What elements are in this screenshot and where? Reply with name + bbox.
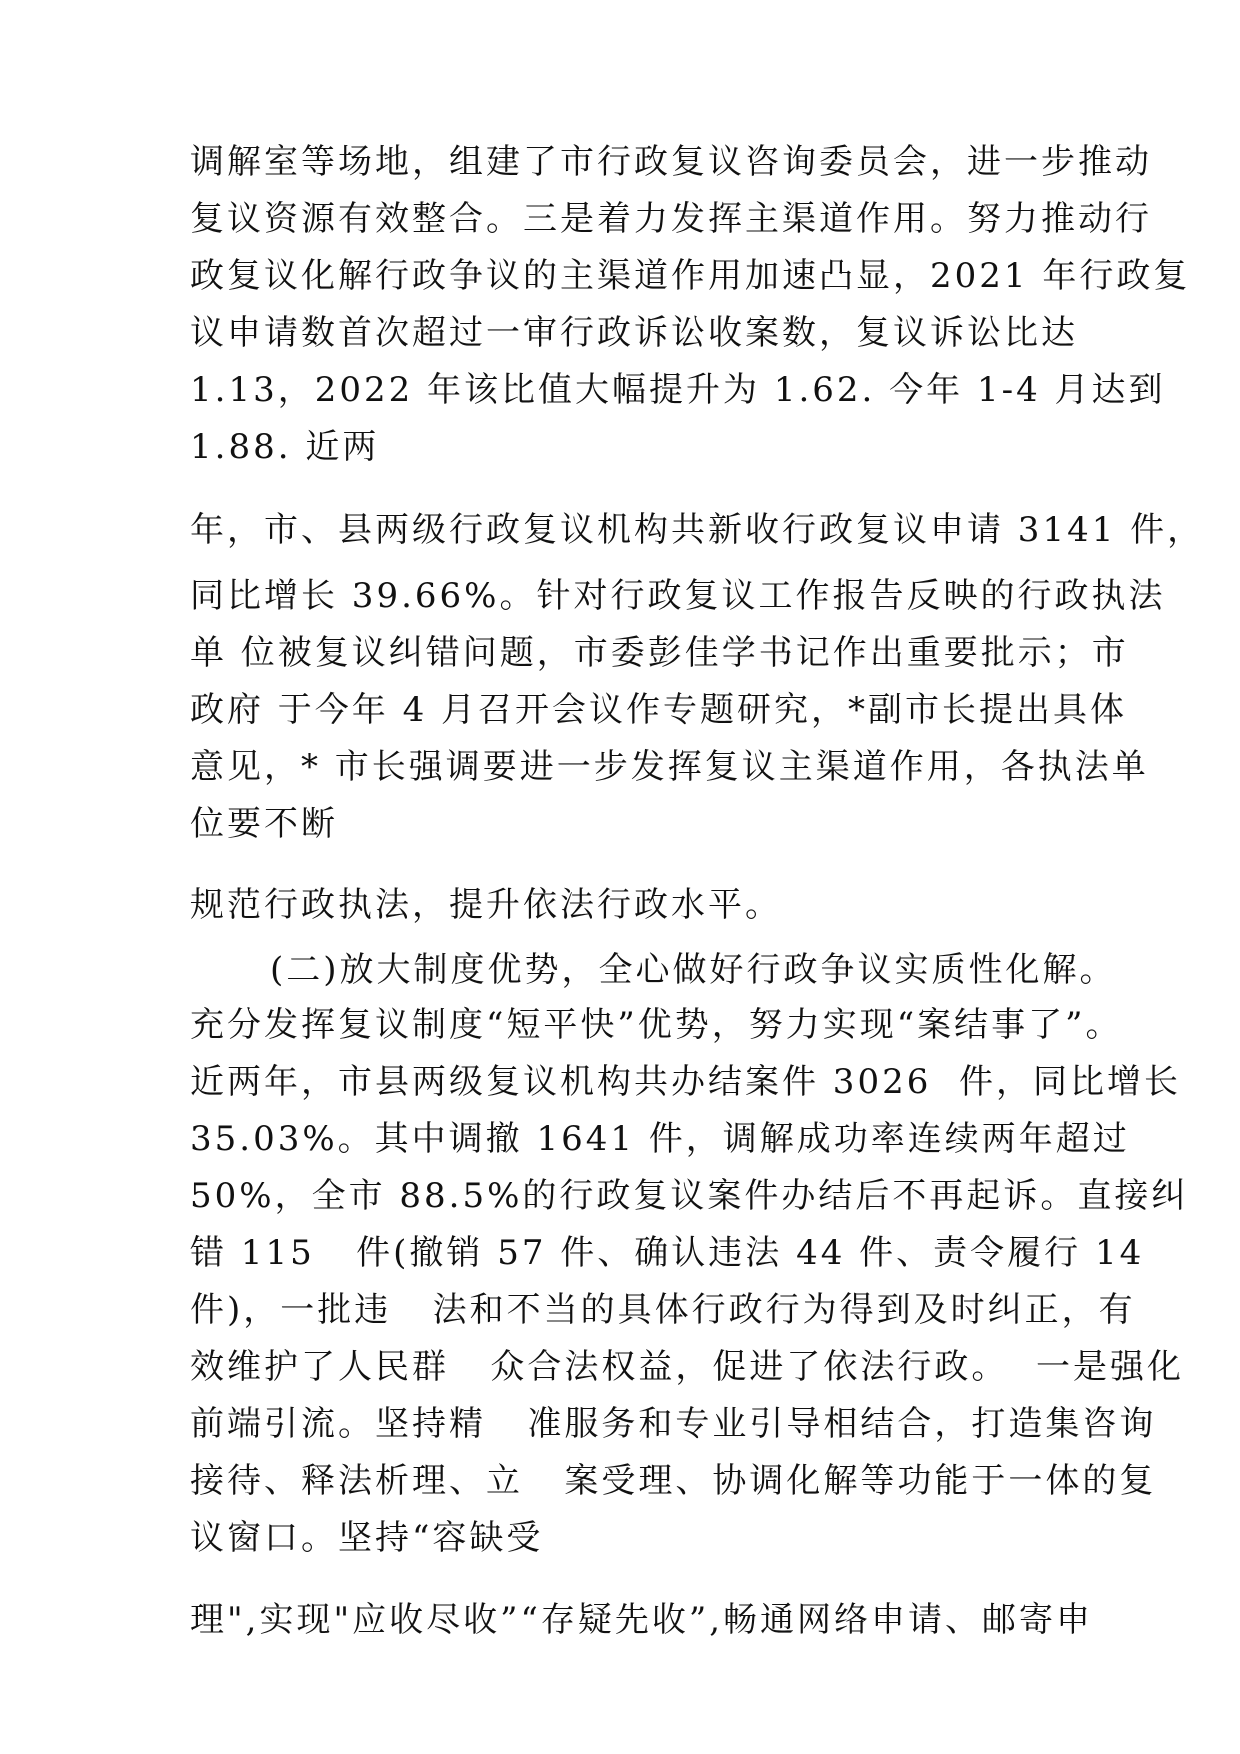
text-line: 意见，* 市长强调要进一步发挥复议主渠道作用，各执法单 [190, 747, 1149, 787]
text-line: 位要不断 [190, 804, 338, 844]
text-line: 同比增长 39.66%。针对行政复议工作报告反映的行政执法 [190, 576, 1166, 616]
text-line: 政府 于今年 4 月召开会议作专题研究，*副市长提出具体 [190, 690, 1128, 730]
text-line: 年，市、县两级行政复议机构共新收行政复议申请 3141 件， [190, 510, 1205, 550]
text-line: 效维护了人民群 众合法权益，促进了依法行政。 一是强化 [190, 1347, 1185, 1387]
text-line: 1.88. 近两 [190, 427, 380, 467]
text-line: 复议资源有效整合。三是着力发挥主渠道作用。努力推动行 [190, 199, 1152, 239]
text-line: 议申请数首次超过一审行政诉讼收案数，复议诉讼比达 [190, 313, 1078, 353]
text-line: 50%，全市 88.5%的行政复议案件办结后不再起诉。直接纠 [190, 1176, 1189, 1216]
text-line: 错 115 件(撤销 57 件、确认违法 44 件、责令履行 14 [190, 1233, 1145, 1273]
text-line: 调解室等场地，组建了市行政复议咨询委员会，进一步推动 [190, 142, 1152, 182]
text-line: 35.03%。其中调撤 1641 件，调解成功率连续两年超过 [190, 1119, 1130, 1159]
text-line: 充分发挥复议制度“短平快”优势，努力实现“案结事了”。 [190, 1005, 1123, 1045]
text-line: 近两年，市县两级复议机构共办结案件 3026 件，同比增长 [190, 1062, 1181, 1102]
section-heading: (二)放大制度优势，全心做好行政争议实质性化解。 [270, 950, 1117, 990]
text-line: 规范行政执法，提升依法行政水平。 [190, 885, 782, 925]
text-line: 单 位被复议纠错问题，市委彭佳学书记作出重要批示；市 [190, 633, 1129, 673]
text-line: 件)，一批违 法和不当的具体行政行为得到及时纠正，有 [190, 1290, 1136, 1330]
text-line: 政复议化解行政争议的主渠道作用加速凸显，2021 年行政复 [190, 256, 1191, 296]
text-line: 议窗口。坚持“容缺受 [190, 1518, 544, 1558]
text-line: 接待、释法析理、立 案受理、协调化解等功能于一体的复 [190, 1461, 1157, 1501]
text-line: 1.13，2022 年该比值大幅提升为 1.62. 今年 1-4 月达到 [190, 370, 1166, 410]
text-line: 理",实现"应收尽收”“存疑先收”,畅通网络申请、邮寄申 [190, 1600, 1094, 1640]
text-line: 前端引流。坚持精 准服务和专业引导相结合，打造集咨询 [190, 1404, 1157, 1444]
